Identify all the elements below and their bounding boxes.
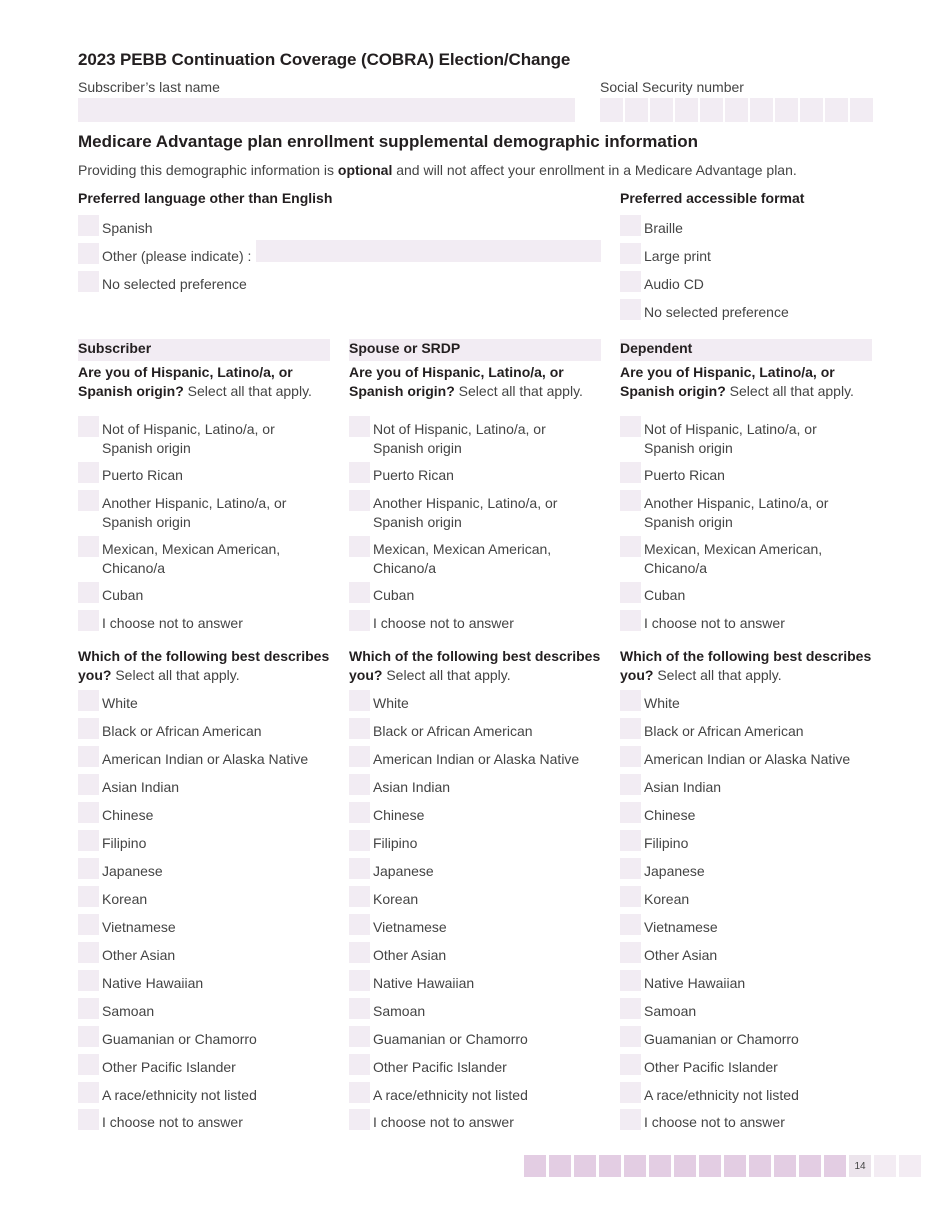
race-option[interactable]: Japanese [620, 862, 705, 881]
other-language-input[interactable] [256, 240, 601, 262]
race-option[interactable]: Guamanian or Chamorro [620, 1030, 799, 1049]
race-option[interactable]: I choose not to answer [78, 1113, 243, 1132]
race-option[interactable]: Other Pacific Islander [78, 1058, 236, 1077]
checkbox[interactable] [620, 462, 641, 483]
checkbox[interactable] [78, 914, 99, 935]
checkbox[interactable] [78, 802, 99, 823]
race-option[interactable]: I choose not to answer [620, 1113, 785, 1132]
format-heading: Preferred accessible format [620, 190, 805, 206]
hispanic-option[interactable]: Cuban [78, 586, 292, 605]
race-option[interactable]: Native Hawaiian [78, 974, 203, 993]
checkbox[interactable] [78, 1109, 99, 1130]
checkbox[interactable] [78, 416, 99, 437]
checkbox[interactable] [620, 299, 641, 320]
checkbox[interactable] [620, 886, 641, 907]
ssn-digit[interactable] [725, 98, 748, 122]
checkbox[interactable] [349, 416, 370, 437]
race-option[interactable]: Chinese [78, 806, 153, 825]
race-option[interactable]: Filipino [78, 834, 146, 853]
checkbox[interactable] [78, 970, 99, 991]
checkbox[interactable] [78, 858, 99, 879]
checkbox[interactable] [78, 610, 99, 631]
race-question-subscriber: Which of the following best describes you? Select all that apply. [78, 648, 330, 683]
format-option[interactable]: Braille [620, 219, 683, 238]
checkbox[interactable] [349, 914, 370, 935]
race-option[interactable]: Black or African American [349, 722, 533, 741]
race-option[interactable]: A race/ethnicity not listed [620, 1086, 799, 1105]
hispanic-option[interactable]: Puerto Rican [620, 466, 834, 485]
checkbox[interactable] [349, 490, 370, 511]
ssn-digit[interactable] [825, 98, 848, 122]
checkbox[interactable] [349, 690, 370, 711]
hispanic-option[interactable]: Cuban [349, 586, 563, 605]
checkbox[interactable] [620, 858, 641, 879]
checkbox[interactable] [620, 802, 641, 823]
race-option[interactable]: Asian Indian [620, 778, 721, 797]
checkbox[interactable] [349, 582, 370, 603]
checkbox[interactable] [349, 830, 370, 851]
checkbox[interactable] [620, 1082, 641, 1103]
checkbox[interactable] [349, 802, 370, 823]
ssn-digit[interactable] [800, 98, 823, 122]
race-option[interactable]: Native Hawaiian [620, 974, 745, 993]
checkbox[interactable] [78, 271, 99, 292]
checkbox[interactable] [78, 215, 99, 236]
race-option[interactable]: Chinese [620, 806, 695, 825]
checkbox[interactable] [349, 718, 370, 739]
ssn-input[interactable] [600, 98, 873, 122]
race-option[interactable]: Black or African American [620, 722, 804, 741]
race-option[interactable]: Japanese [78, 862, 163, 881]
checkbox[interactable] [620, 746, 641, 767]
format-option[interactable]: No selected preference [620, 303, 789, 322]
hispanic-option[interactable]: Not of Hispanic, Latino/a, or Spanish origin [620, 420, 834, 457]
race-option[interactable]: Samoan [620, 1002, 696, 1021]
checkbox[interactable] [349, 1054, 370, 1075]
checkbox[interactable] [349, 1082, 370, 1103]
race-option[interactable]: White [620, 694, 680, 713]
race-question-dependent: Which of the following best describes you? Select all that apply. [620, 648, 872, 683]
column-header-dependent: Dependent [620, 339, 872, 361]
hispanic-option[interactable]: Another Hispanic, Latino/a, or Spanish origin [349, 494, 563, 531]
checkbox[interactable] [78, 718, 99, 739]
hispanic-option[interactable]: Another Hispanic, Latino/a, or Spanish origin [620, 494, 834, 531]
checkbox[interactable] [349, 610, 370, 631]
checkbox[interactable] [78, 746, 99, 767]
race-option[interactable]: A race/ethnicity not listed [78, 1086, 257, 1105]
race-option[interactable]: Guamanian or Chamorro [349, 1030, 528, 1049]
checkbox[interactable] [78, 942, 99, 963]
race-option[interactable]: American Indian or Alaska Native [349, 750, 579, 769]
race-option[interactable]: Korean [620, 890, 689, 909]
checkbox[interactable] [620, 1109, 641, 1130]
hispanic-option[interactable]: Puerto Rican [78, 466, 292, 485]
checkbox[interactable] [78, 1026, 99, 1047]
checkbox[interactable] [349, 942, 370, 963]
race-option[interactable]: Korean [78, 890, 147, 909]
checkbox[interactable] [78, 462, 99, 483]
hispanic-question-subscriber: Are you of Hispanic, Latino/a, or Spanish origin? Select all that apply. [78, 364, 312, 399]
race-option[interactable]: Other Asian [78, 946, 175, 965]
race-option[interactable]: Korean [349, 890, 418, 909]
checkbox[interactable] [78, 830, 99, 851]
checkbox[interactable] [349, 536, 370, 557]
race-option[interactable]: Other Asian [349, 946, 446, 965]
checkbox[interactable] [78, 243, 99, 264]
race-option[interactable]: Filipino [349, 834, 417, 853]
race-option[interactable]: Other Pacific Islander [349, 1058, 507, 1077]
ssn-digit[interactable] [625, 98, 648, 122]
checkbox[interactable] [349, 746, 370, 767]
hispanic-option[interactable]: Another Hispanic, Latino/a, or Spanish origin [78, 494, 292, 531]
race-option[interactable]: I choose not to answer [349, 1113, 514, 1132]
last-name-label: Subscriber’s last name [78, 79, 220, 95]
checkbox[interactable] [620, 582, 641, 603]
column-header-subscriber: Subscriber [78, 339, 330, 361]
checkbox[interactable] [78, 886, 99, 907]
checkbox[interactable] [620, 718, 641, 739]
checkbox[interactable] [78, 536, 99, 557]
hispanic-question-spouse: Are you of Hispanic, Latino/a, or Spanish origin? Select all that apply. [349, 364, 583, 399]
language-option[interactable]: Spanish [78, 219, 153, 238]
checkbox[interactable] [78, 998, 99, 1019]
page-number: 14 [849, 1155, 871, 1177]
race-option[interactable]: American Indian or Alaska Native [78, 750, 308, 769]
hispanic-option[interactable]: Mexican, Mexican American, Chicano/a [349, 540, 563, 577]
checkbox[interactable] [620, 490, 641, 511]
race-option[interactable]: Samoan [78, 1002, 154, 1021]
checkbox[interactable] [620, 610, 641, 631]
checkbox[interactable] [620, 998, 641, 1019]
race-option[interactable]: Vietnamese [349, 918, 447, 937]
checkbox[interactable] [349, 774, 370, 795]
race-option[interactable]: Guamanian or Chamorro [78, 1030, 257, 1049]
hispanic-option[interactable]: I choose not to answer [349, 614, 563, 633]
footer-strip [524, 1155, 921, 1177]
last-name-input[interactable] [78, 98, 575, 122]
checkbox[interactable] [349, 858, 370, 879]
checkbox[interactable] [78, 490, 99, 511]
hispanic-option[interactable]: Not of Hispanic, Latino/a, or Spanish origin [349, 420, 563, 457]
checkbox[interactable] [620, 1026, 641, 1047]
race-option[interactable]: Vietnamese [620, 918, 718, 937]
hispanic-option[interactable]: Cuban [620, 586, 834, 605]
race-option[interactable]: Native Hawaiian [349, 974, 474, 993]
column-header-spouse: Spouse or SRDP [349, 339, 601, 361]
hispanic-option[interactable]: Not of Hispanic, Latino/a, or Spanish origin [78, 420, 292, 457]
checkbox[interactable] [620, 416, 641, 437]
checkbox[interactable] [620, 1054, 641, 1075]
checkbox[interactable] [620, 690, 641, 711]
ssn-digit[interactable] [700, 98, 723, 122]
language-option[interactable]: No selected preference [78, 275, 247, 294]
checkbox[interactable] [620, 774, 641, 795]
hispanic-option[interactable]: Puerto Rican [349, 466, 563, 485]
checkbox[interactable] [349, 886, 370, 907]
format-option[interactable]: Large print [620, 247, 711, 266]
race-option[interactable]: Samoan [349, 1002, 425, 1021]
checkbox[interactable] [78, 1082, 99, 1103]
checkbox[interactable] [349, 462, 370, 483]
ssn-digit[interactable] [775, 98, 798, 122]
checkbox[interactable] [78, 1054, 99, 1075]
section-title: Medicare Advantage plan enrollment supplemental demographic information [78, 132, 698, 151]
hispanic-question-dependent: Are you of Hispanic, Latino/a, or Spanish origin? Select all that apply. [620, 364, 854, 399]
race-option[interactable]: American Indian or Alaska Native [620, 750, 850, 769]
race-option[interactable]: Filipino [620, 834, 688, 853]
checkbox[interactable] [620, 942, 641, 963]
form-title: 2023 PEBB Continuation Coverage (COBRA) Election/Change [78, 50, 571, 69]
checkbox[interactable] [78, 774, 99, 795]
checkbox[interactable] [620, 243, 641, 264]
checkbox[interactable] [620, 215, 641, 236]
checkbox[interactable] [620, 271, 641, 292]
race-option[interactable]: Asian Indian [349, 778, 450, 797]
checkbox[interactable] [78, 582, 99, 603]
ssn-digit[interactable] [850, 98, 873, 122]
language-option[interactable]: Other (please indicate) : [78, 247, 251, 266]
ssn-label: Social Security number [600, 79, 744, 95]
checkbox[interactable] [349, 998, 370, 1019]
checkbox[interactable] [620, 914, 641, 935]
race-option[interactable]: White [349, 694, 409, 713]
checkbox[interactable] [349, 970, 370, 991]
race-option[interactable]: Other Pacific Islander [620, 1058, 778, 1077]
checkbox[interactable] [349, 1109, 370, 1130]
ssn-digit[interactable] [750, 98, 773, 122]
ssn-digit[interactable] [600, 98, 623, 122]
race-option[interactable]: A race/ethnicity not listed [349, 1086, 528, 1105]
ssn-digit[interactable] [650, 98, 673, 122]
hispanic-option[interactable]: I choose not to answer [620, 614, 834, 633]
checkbox[interactable] [620, 536, 641, 557]
checkbox[interactable] [620, 830, 641, 851]
checkbox[interactable] [620, 970, 641, 991]
race-question-spouse: Which of the following best describes you? Select all that apply. [349, 648, 601, 683]
intro-text: Providing this demographic information is optional and will not affect your enrollment in a Medicare Advantage plan. [78, 162, 797, 178]
language-heading: Preferred language other than English [78, 190, 333, 206]
race-option[interactable]: Chinese [349, 806, 424, 825]
race-option[interactable]: Other Asian [620, 946, 717, 965]
race-option[interactable]: Asian Indian [78, 778, 179, 797]
checkbox[interactable] [349, 1026, 370, 1047]
race-option[interactable]: Black or African American [78, 722, 262, 741]
hispanic-option[interactable]: Mexican, Mexican American, Chicano/a [620, 540, 834, 577]
ssn-digit[interactable] [675, 98, 698, 122]
checkbox[interactable] [78, 690, 99, 711]
hispanic-option[interactable]: Mexican, Mexican American, Chicano/a [78, 540, 292, 577]
race-option[interactable]: White [78, 694, 138, 713]
race-option[interactable]: Japanese [349, 862, 434, 881]
hispanic-option[interactable]: I choose not to answer [78, 614, 292, 633]
format-option[interactable]: Audio CD [620, 275, 704, 294]
race-option[interactable]: Vietnamese [78, 918, 176, 937]
